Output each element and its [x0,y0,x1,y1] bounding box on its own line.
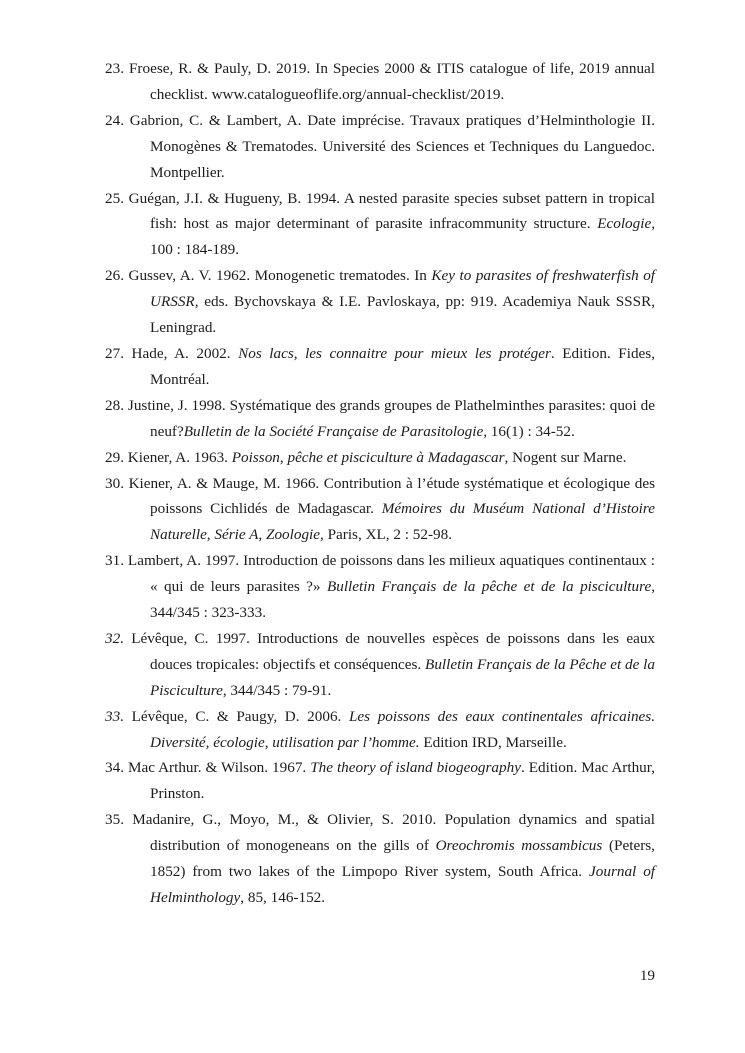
reference-segment: , 344/345 : 323-333. [150,578,656,622]
reference-italic-segment: Mémoires du Muséum National d’Histoire Naturelle, Série A, Zoologie [150,500,655,544]
reference-text [132,345,655,388]
reference-segment: . Edition. Fides, Montréal. [150,344,655,388]
reference-segment: , 100 : 184-189. [150,215,655,259]
reference-italic-segment: Bulletin de la Société Française de Parasitologie [183,422,484,440]
reference-italic-segment: Journal of Helminthology [150,863,656,906]
reference-italic-segment: Nos lacs, les connaitre pour mieux les protéger [238,344,551,362]
reference-segment: (Peters, 1852) from two lakes of the Limpopo River system, South Africa. [150,837,655,881]
reference-segment: Lévêque, C. 1997. Introductions de nouvelles espèces de poissons dans les eaux douces tropicales: objectifs et conséquences. [131,629,656,673]
reference-text [132,708,655,751]
reference-text [129,475,655,544]
reference-number: 33. [105,707,124,725]
reference-number: 28. [105,396,124,414]
reference-item [105,755,655,807]
reference-text [130,112,655,181]
reference-segment: Kiener, A. 1963. [127,448,232,466]
reference-segment: , 85, 146-152. [240,889,326,906]
reference-number: 30. [105,474,124,492]
reference-italic-segment: Oreochromis mossambicus [435,837,603,855]
reference-item [105,263,655,341]
reference-text [129,190,655,259]
reference-segment: Guégan, J.I. & Hugueny, B. 1994. A nested parasite species subset pattern in tropical fish: host as major determinant of parasite infracommunity structure. [128,189,656,233]
reference-segment: Mac Arthur. & Wilson. 1967. [127,759,311,777]
reference-text [128,397,655,440]
reference-segment: Edition IRD, Marseille. [419,733,567,751]
reference-segment: , Nogent sur Marne. [504,448,627,466]
reference-item [105,56,655,108]
reference-number: 32. [105,629,124,647]
references-list [105,56,655,911]
reference-italic-segment: Key to parasites of freshwaterfish of URSSR [150,267,656,311]
reference-segment: Kiener, A. & Mauge, M. 1966. Contribution à l’étude systématique et écologique des poissons Cichlidés de Madagascar. [128,474,655,518]
reference-segment: Lambert, A. 1997. Introduction de poissons dans les milieux aquatiques continentaux : « qui de leurs parasites ?» [127,552,656,596]
reference-item [105,807,655,911]
reference-segment: Gabrion, C. & Lambert, A. Date imprécise. Travaux pratiques d’Helminthologie II. Monogènes & Trematodes. Université des Sciences et Techniques du Languedoc. Montpellier. [129,111,656,181]
reference-text [129,267,656,336]
reference-text [128,449,627,466]
reference-italic-segment: Ecologie [597,215,652,233]
reference-number: 31. [105,552,124,570]
reference-segment: , 16(1) : 34-52. [483,422,575,440]
reference-text [132,811,655,906]
reference-item [105,445,655,471]
reference-item [105,108,655,186]
reference-number: 26. [105,267,124,285]
reference-text [128,552,655,621]
reference-italic-segment: Bulletin Français de la pêche et de la pisciculture [326,578,652,596]
reference-item [105,186,655,264]
reference-segment: Justine, J. 1998. Systématique des grands groupes de Plathelminthes parasites: quoi de neuf? [127,396,656,440]
reference-segment: Gussev, A. V. 1962. Monogenetic trematodes. In [128,267,432,285]
reference-segment: , Paris, XL, 2 : 52-98. [320,526,453,544]
reference-segment: , eds. Bychovskaya & I.E. Pavloskaya, pp: 919. Academiya Nauk SSSR, Leningrad. [150,293,655,337]
reference-number: 29. [105,448,124,466]
reference-number: 24. [105,111,124,129]
reference-segment: . Edition. Mac Arthur, Prinston. [150,759,656,803]
reference-number: 25. [105,189,124,207]
reference-item [105,471,655,549]
reference-italic-segment: Bulletin Français de la Pêche et de la Pisciculture [150,655,655,699]
reference-segment: , 344/345 : 79-91. [222,681,332,699]
reference-item [105,341,655,393]
reference-text [131,630,655,699]
reference-number: 35. [105,811,124,829]
reference-segment: Froese, R. & Pauly, D. 2019. In Species 2000 & ITIS catalogue of life, 2019 annual checklist. www.catalogueoflife.org/annual-checklist/2019. [128,60,656,103]
reference-segment: Madanire, G., Moyo, M., & Olivier, S. 2010. Population dynamics and spatial distribution of monogeneans on the gills of [132,811,656,855]
reference-italic-segment: Les poissons des eaux continentales africaines. Diversité, écologie, utilisation par l’homme. [150,707,655,751]
reference-item [105,393,655,445]
reference-number: 34. [105,759,124,777]
reference-item [105,626,655,704]
reference-italic-segment: Poisson, pêche et pisciculture à Madagascar [231,448,505,466]
reference-segment: Lévêque, C. & Paugy, D. 2006. [131,707,349,725]
reference-item [105,704,655,756]
reference-item [105,548,655,626]
reference-italic-segment: The theory of island biogeography [310,759,521,777]
page-number: 19 [639,967,655,984]
reference-number: 27. [105,344,124,362]
reference-text [128,759,655,802]
reference-text [129,60,655,103]
reference-number: 23. [105,60,124,77]
reference-segment: Hade, A. 2002. [131,344,239,362]
